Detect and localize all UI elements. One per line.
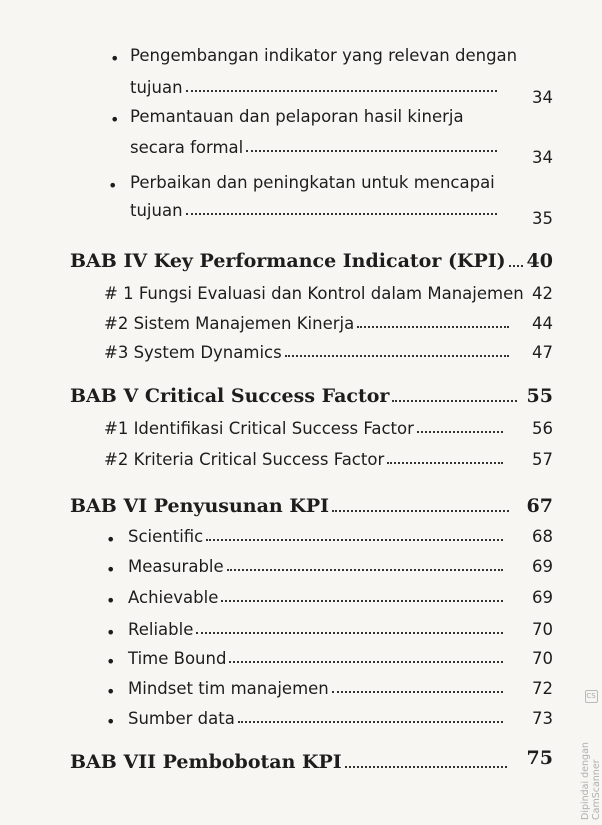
leader-dots xyxy=(238,721,503,723)
chapter-title: BAB V Critical Success Factor xyxy=(70,385,390,407)
chapter-heading[interactable] xyxy=(70,385,553,407)
toc-entry[interactable] xyxy=(128,649,553,668)
toc-item-text: tujuan xyxy=(130,78,183,97)
leader-dots xyxy=(196,632,503,634)
bullet-marker: • xyxy=(110,49,120,68)
leader-dots xyxy=(357,326,509,328)
leader-dots xyxy=(186,213,497,215)
scanner-watermark xyxy=(580,690,602,820)
page-number: 34 xyxy=(532,88,553,107)
toc-entry[interactable] xyxy=(128,527,553,546)
page-number: 70 xyxy=(532,620,553,639)
bullet-marker: • xyxy=(106,623,116,642)
leader-dots xyxy=(392,400,517,402)
leader-dots xyxy=(227,569,503,571)
toc-item-text: Time Bound xyxy=(128,649,227,668)
toc-entry[interactable] xyxy=(128,679,553,698)
toc-entry[interactable] xyxy=(128,709,553,728)
toc-entry[interactable] xyxy=(104,314,553,333)
chapter-title: BAB IV Key Performance Indicator (KPI) xyxy=(70,250,506,272)
chapter-title: BAB VI Penyusunan KPI xyxy=(70,495,330,517)
toc-item-text: Measurable xyxy=(128,557,224,576)
page-number: 44 xyxy=(532,314,553,333)
toc-entry[interactable] xyxy=(104,450,553,469)
bullet-marker: • xyxy=(108,176,118,195)
page-number: 47 xyxy=(532,343,553,362)
page-number: 42 xyxy=(532,284,553,303)
toc-item-text: tujuan xyxy=(130,201,183,220)
page-number: 34 xyxy=(532,148,553,167)
toc-item-text: Sumber data xyxy=(128,709,235,728)
bullet-marker: • xyxy=(106,591,116,610)
toc-entry[interactable] xyxy=(128,588,553,607)
chapter-title: BAB VII Pembobotan KPI xyxy=(70,751,342,773)
leader-dots xyxy=(332,691,503,693)
toc-entry[interactable] xyxy=(104,284,553,303)
toc-item-text: Scientific xyxy=(128,527,204,546)
chapter-heading[interactable] xyxy=(70,250,553,272)
bullet-marker: • xyxy=(106,712,116,731)
toc-item-text: secara formal xyxy=(130,138,244,157)
bullet-marker: • xyxy=(106,530,116,549)
page-number: 73 xyxy=(532,709,553,728)
toc-item-text: #2 Sistem Manajemen Kinerja xyxy=(104,314,355,333)
leader-dots xyxy=(285,355,509,357)
leader-dots xyxy=(246,150,497,152)
toc-entry[interactable] xyxy=(104,419,553,438)
toc-item-text: #1 Identifikasi Critical Success Factor xyxy=(104,419,414,438)
toc-item-line: Pemantauan dan pelaporan hasil kinerja xyxy=(130,107,464,126)
page-number: 69 xyxy=(532,588,553,607)
chapter-heading[interactable] xyxy=(70,495,553,517)
page-number: 56 xyxy=(532,419,553,438)
bullet-marker: • xyxy=(106,682,116,701)
leader-dots xyxy=(509,265,523,267)
toc-entry[interactable] xyxy=(130,201,553,228)
toc-item-line: Pengembangan indikator yang relevan dengan xyxy=(130,46,518,65)
bullet-marker: • xyxy=(110,110,120,129)
leader-dots xyxy=(387,462,503,464)
camscanner-icon: CS xyxy=(585,690,598,703)
chapter-heading[interactable] xyxy=(70,747,553,773)
toc-item-text: Reliable xyxy=(128,620,194,639)
page-number: 75 xyxy=(526,747,553,769)
toc-item-text: # 1 Fungsi Evaluasi dan Kontrol dalam Manajemen xyxy=(104,284,524,303)
page-number: 35 xyxy=(532,209,553,228)
toc-entry[interactable] xyxy=(104,343,553,362)
bullet-marker: • xyxy=(106,560,116,579)
leader-dots xyxy=(417,431,503,433)
page-number: 72 xyxy=(532,679,553,698)
watermark-text: Dipindai dengan CamScanner xyxy=(580,742,602,820)
toc-item-text: Achievable xyxy=(128,588,219,607)
toc-item-text: #2 Kriteria Critical Success Factor xyxy=(104,450,385,469)
page-number: 40 xyxy=(526,250,553,272)
leader-dots xyxy=(345,766,507,768)
toc-entry[interactable] xyxy=(128,557,553,576)
page-number: 67 xyxy=(526,495,553,517)
leader-dots xyxy=(206,539,503,541)
page-number: 57 xyxy=(532,450,553,469)
leader-dots xyxy=(332,510,509,512)
toc-item-text: #3 System Dynamics xyxy=(104,343,282,362)
page-number: 68 xyxy=(532,527,553,546)
page-number: 70 xyxy=(532,649,553,668)
toc-entry[interactable] xyxy=(130,138,553,167)
toc-entry[interactable] xyxy=(128,620,553,639)
page-number: 55 xyxy=(526,385,553,407)
toc-entry[interactable] xyxy=(130,78,553,107)
leader-dots xyxy=(221,600,503,602)
bullet-marker: • xyxy=(106,652,116,671)
leader-dots xyxy=(229,661,503,663)
toc-item-line: Perbaikan dan peningkatan untuk mencapai xyxy=(130,173,495,192)
toc-item-text: Mindset tim manajemen xyxy=(128,679,329,698)
page-number: 69 xyxy=(532,557,553,576)
leader-dots xyxy=(186,90,497,92)
